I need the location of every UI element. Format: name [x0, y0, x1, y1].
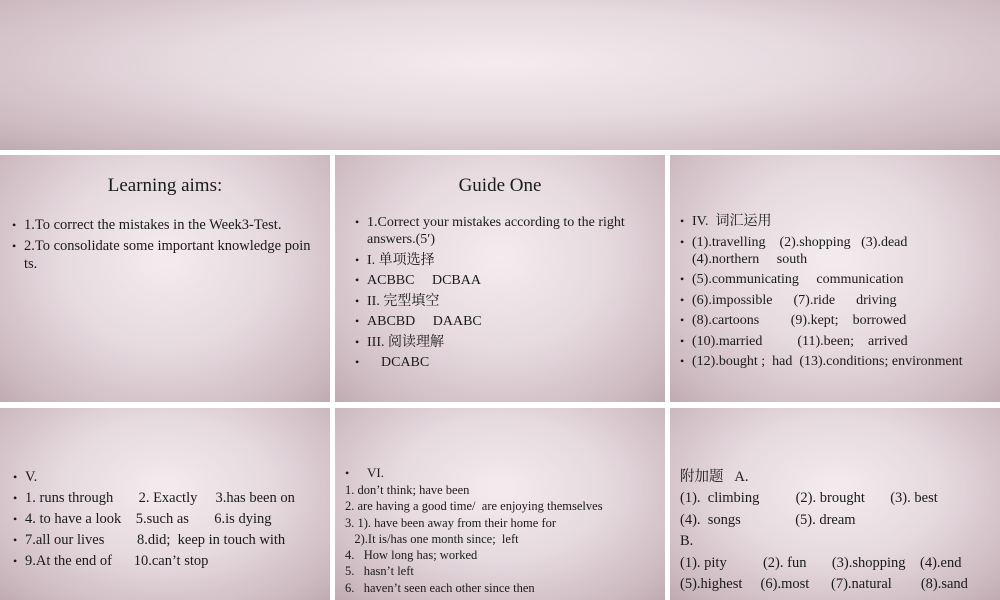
answer-line: B. — [680, 533, 694, 550]
list-item: • V. — [13, 468, 323, 486]
slide-extra-questions[interactable] — [670, 408, 1000, 600]
answer-line: 附加题 A. — [680, 469, 749, 485]
list-item: • III. 阅读理解 — [355, 334, 645, 351]
slide-section-six[interactable] — [335, 408, 665, 600]
bullet-list — [355, 214, 645, 375]
list-item: • (10).married (11).been; arrived — [680, 333, 990, 350]
answer-line: 3. 1). have been away from their home for — [345, 515, 557, 530]
list-item: • (8).cartoons (9).kept; borrowed — [680, 312, 990, 329]
list-item: • 9.At the end of 10.can’t stop — [13, 552, 323, 570]
slide-section-five[interactable] — [0, 408, 330, 600]
answer-lines — [680, 467, 968, 595]
slide-learning-aims[interactable] — [0, 155, 330, 402]
answer-lines — [345, 482, 603, 596]
answer-line: (1). climbing (2). brought (3). best — [680, 490, 938, 507]
answer-line: (1). pity (2). fun (3).shopping (4).end — [680, 554, 962, 571]
list-item: • 2.To consolidate some important knowledge poin ts. — [12, 237, 317, 273]
list-item: • 1.To correct the mistakes in the Week3-Test. — [12, 216, 317, 234]
slide-title: Guide One — [458, 175, 542, 196]
list-item: • 1. runs through 2. Exactly 3.has been on — [13, 489, 323, 507]
bullet-list — [12, 216, 317, 276]
list-item: • VI. — [345, 465, 645, 481]
slide-title: Learning aims: — [107, 175, 223, 196]
answer-line: 2. are having a good time/ are enjoying themselves — [345, 499, 603, 514]
slide-guide-one[interactable] — [335, 155, 665, 402]
list-item: • ABCBD DAABC — [355, 313, 645, 330]
list-item: • (12).bought ; had (13).conditions; environment — [680, 353, 990, 370]
list-item: • 4. to have a look 5.such as 6.is dying — [13, 510, 323, 528]
answer-line: 6. haven’t seen each other since then — [345, 580, 535, 595]
list-item: • (1).travelling (2).shopping (3).dead (4).northern south — [680, 234, 924, 268]
answer-line: 4. How long has; worked — [345, 548, 478, 563]
answer-line: 1. don’t think; have been — [345, 483, 470, 497]
answer-line: 5. hasn’t left — [345, 564, 414, 579]
slide-top — [0, 0, 1000, 150]
list-item: • (5).communicating communication — [680, 271, 990, 288]
list-item: • IV. 词汇运用 — [680, 213, 990, 230]
list-item: • 1.Correct your mistakes according to the right answers.(5′) — [355, 214, 645, 248]
answer-line: 2).It is/has one month since; left — [345, 531, 519, 546]
answer-line: (5).highest (6).most (7).natural (8).sand — [680, 576, 968, 593]
list-item: • DCABC — [355, 354, 645, 371]
list-item: • II. 完型填空 — [355, 293, 645, 310]
list-item: • ACBBC DCBAA — [355, 272, 645, 289]
bullet-list — [680, 213, 990, 374]
bullet-list — [13, 468, 323, 573]
slide-vocabulary[interactable] — [670, 155, 1000, 402]
bullet-list — [345, 465, 645, 481]
list-item: • (6).impossible (7).ride driving — [680, 292, 990, 309]
answer-line: (4). songs (5). dream — [680, 511, 856, 528]
list-item: • I. 单项选择 — [355, 252, 645, 269]
list-item: • 7.all our lives 8.did; keep in touch with — [13, 531, 323, 549]
